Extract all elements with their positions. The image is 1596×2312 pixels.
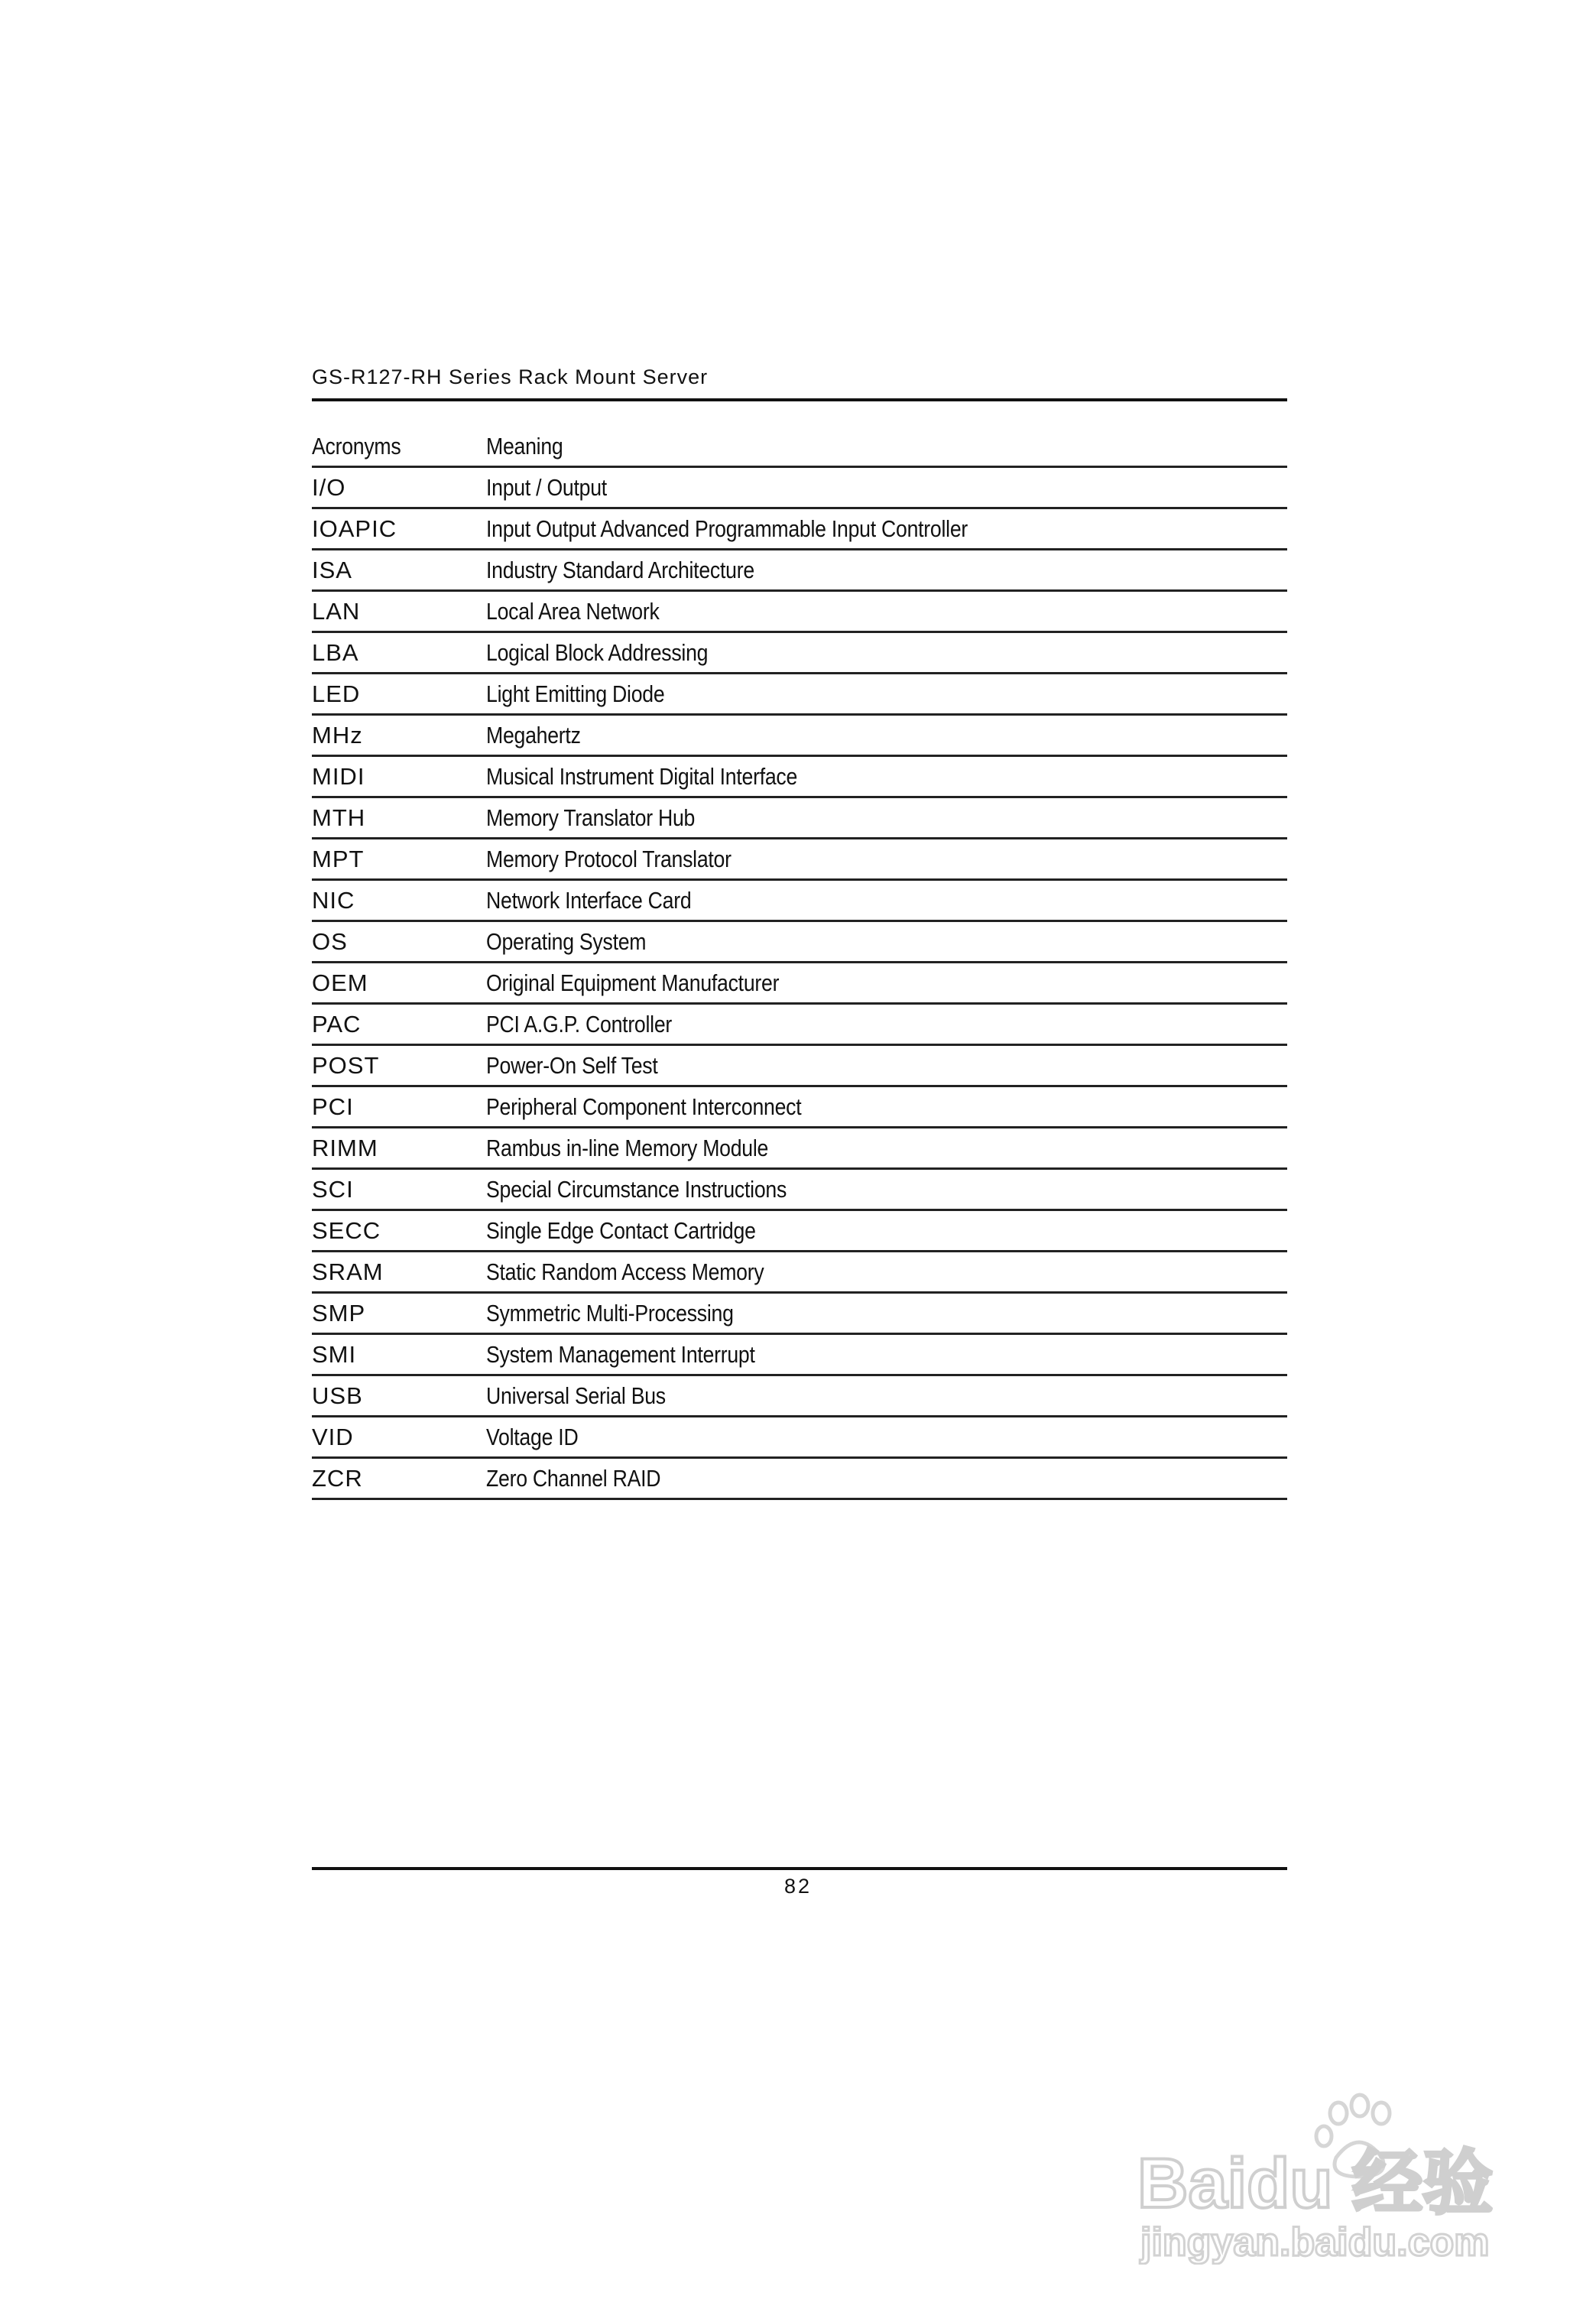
acronym-cell: SCI bbox=[312, 1176, 354, 1203]
page-number: 82 bbox=[783, 1875, 813, 1898]
acronym-cell: ISA bbox=[312, 557, 352, 583]
watermark-url: jingyan.baidu.com bbox=[1140, 2220, 1490, 2265]
acronym-cell: VID bbox=[312, 1424, 354, 1450]
table-header-row bbox=[312, 427, 1287, 468]
table-row bbox=[312, 1211, 1287, 1252]
table-row bbox=[312, 881, 1287, 922]
acronym-cell: SRAM bbox=[312, 1258, 384, 1285]
acronym-cell: PCI bbox=[312, 1093, 354, 1120]
acronym-cell: LBA bbox=[312, 639, 359, 666]
acronym-cell: LAN bbox=[312, 598, 361, 625]
acronym-cell: MTH bbox=[312, 804, 366, 831]
acronym-cell: NIC bbox=[312, 887, 355, 914]
table-row bbox=[312, 1170, 1287, 1211]
meaning-cell: Local Area Network bbox=[486, 598, 660, 625]
meaning-cell: Megahertz bbox=[486, 722, 581, 748]
acronym-cell: SMI bbox=[312, 1341, 357, 1368]
meaning-cell: Industry Standard Architecture bbox=[486, 557, 754, 583]
table-row bbox=[312, 757, 1287, 798]
table-row bbox=[312, 550, 1287, 592]
meaning-cell: Operating System bbox=[486, 928, 647, 955]
table-row bbox=[312, 1128, 1287, 1170]
table-row bbox=[312, 922, 1287, 963]
meaning-cell: Single Edge Contact Cartridge bbox=[486, 1217, 756, 1244]
meaning-cell: Voltage ID bbox=[486, 1424, 579, 1450]
acronym-cell: SMP bbox=[312, 1300, 366, 1326]
meaning-cell: Power-On Self Test bbox=[486, 1052, 658, 1079]
acronym-cell: PAC bbox=[312, 1011, 362, 1037]
meaning-cell: Logical Block Addressing bbox=[486, 639, 709, 666]
table-row bbox=[312, 633, 1287, 674]
table-row bbox=[312, 592, 1287, 633]
acronym-cell: IOAPIC bbox=[312, 515, 397, 542]
acronym-cell: OS bbox=[312, 928, 348, 955]
meaning-cell: Peripheral Component Interconnect bbox=[486, 1093, 802, 1120]
meaning-cell: Static Random Access Memory bbox=[486, 1258, 764, 1285]
table-row bbox=[312, 839, 1287, 881]
meaning-cell: Special Circumstance Instructions bbox=[486, 1176, 787, 1203]
table-row bbox=[312, 674, 1287, 716]
acronym-cell: USB bbox=[312, 1382, 363, 1409]
table-row bbox=[312, 1335, 1287, 1376]
acronym-cell: POST bbox=[312, 1052, 380, 1079]
table-row bbox=[312, 963, 1287, 1005]
table-row bbox=[312, 1459, 1287, 1500]
table-row bbox=[312, 1294, 1287, 1335]
acronym-cell: OEM bbox=[312, 969, 368, 996]
meaning-cell: Memory Protocol Translator bbox=[486, 846, 732, 872]
table-row bbox=[312, 716, 1287, 757]
meaning-cell: Symmetric Multi-Processing bbox=[486, 1300, 734, 1326]
meaning-cell: Input / Output bbox=[486, 474, 607, 501]
table-row bbox=[312, 1376, 1287, 1417]
acronym-cell: MIDI bbox=[312, 763, 365, 790]
footer-divider bbox=[312, 1867, 1287, 1870]
meaning-cell: Universal Serial Bus bbox=[486, 1382, 666, 1409]
meaning-cell: Rambus in-line Memory Module bbox=[486, 1135, 769, 1161]
meaning-cell: Original Equipment Manufacturer bbox=[486, 969, 780, 996]
acronym-cell: I/O bbox=[312, 474, 346, 501]
table-body bbox=[312, 468, 1287, 1500]
table-row bbox=[312, 468, 1287, 509]
acronym-cell: LED bbox=[312, 680, 361, 707]
meaning-cell: Zero Channel RAID bbox=[486, 1465, 661, 1492]
table-row bbox=[312, 1005, 1287, 1046]
header-divider bbox=[312, 398, 1287, 401]
table-row bbox=[312, 1417, 1287, 1459]
column-header-acronyms: Acronyms bbox=[312, 433, 401, 459]
acronym-cell: MPT bbox=[312, 846, 365, 872]
table-row bbox=[312, 1046, 1287, 1087]
meaning-cell: Input Output Advanced Programmable Input Controller bbox=[486, 515, 968, 542]
meaning-cell: Light Emitting Diode bbox=[486, 680, 665, 707]
table-row bbox=[312, 798, 1287, 839]
meaning-cell: PCI A.G.P. Controller bbox=[486, 1011, 673, 1037]
table-row bbox=[312, 1252, 1287, 1294]
acronym-cell: RIMM bbox=[312, 1135, 378, 1161]
table-row bbox=[312, 1087, 1287, 1128]
meaning-cell: Network Interface Card bbox=[486, 887, 692, 914]
table-row bbox=[312, 509, 1287, 550]
column-header-meaning: Meaning bbox=[486, 433, 563, 459]
acronym-cell: ZCR bbox=[312, 1465, 363, 1492]
meaning-cell: System Management Interrupt bbox=[486, 1341, 755, 1368]
acronym-cell: MHz bbox=[312, 722, 363, 748]
acronym-cell: SECC bbox=[312, 1217, 381, 1244]
baidu-jingyan-watermark bbox=[1137, 2073, 1535, 2265]
meaning-cell: Memory Translator Hub bbox=[486, 804, 696, 831]
running-header: GS-R127-RH Series Rack Mount Server bbox=[312, 365, 709, 388]
meaning-cell: Musical Instrument Digital Interface bbox=[486, 763, 798, 790]
acronym-table bbox=[312, 427, 1287, 1500]
watermark-brand: Baidu 经验 bbox=[1137, 2145, 1494, 2223]
